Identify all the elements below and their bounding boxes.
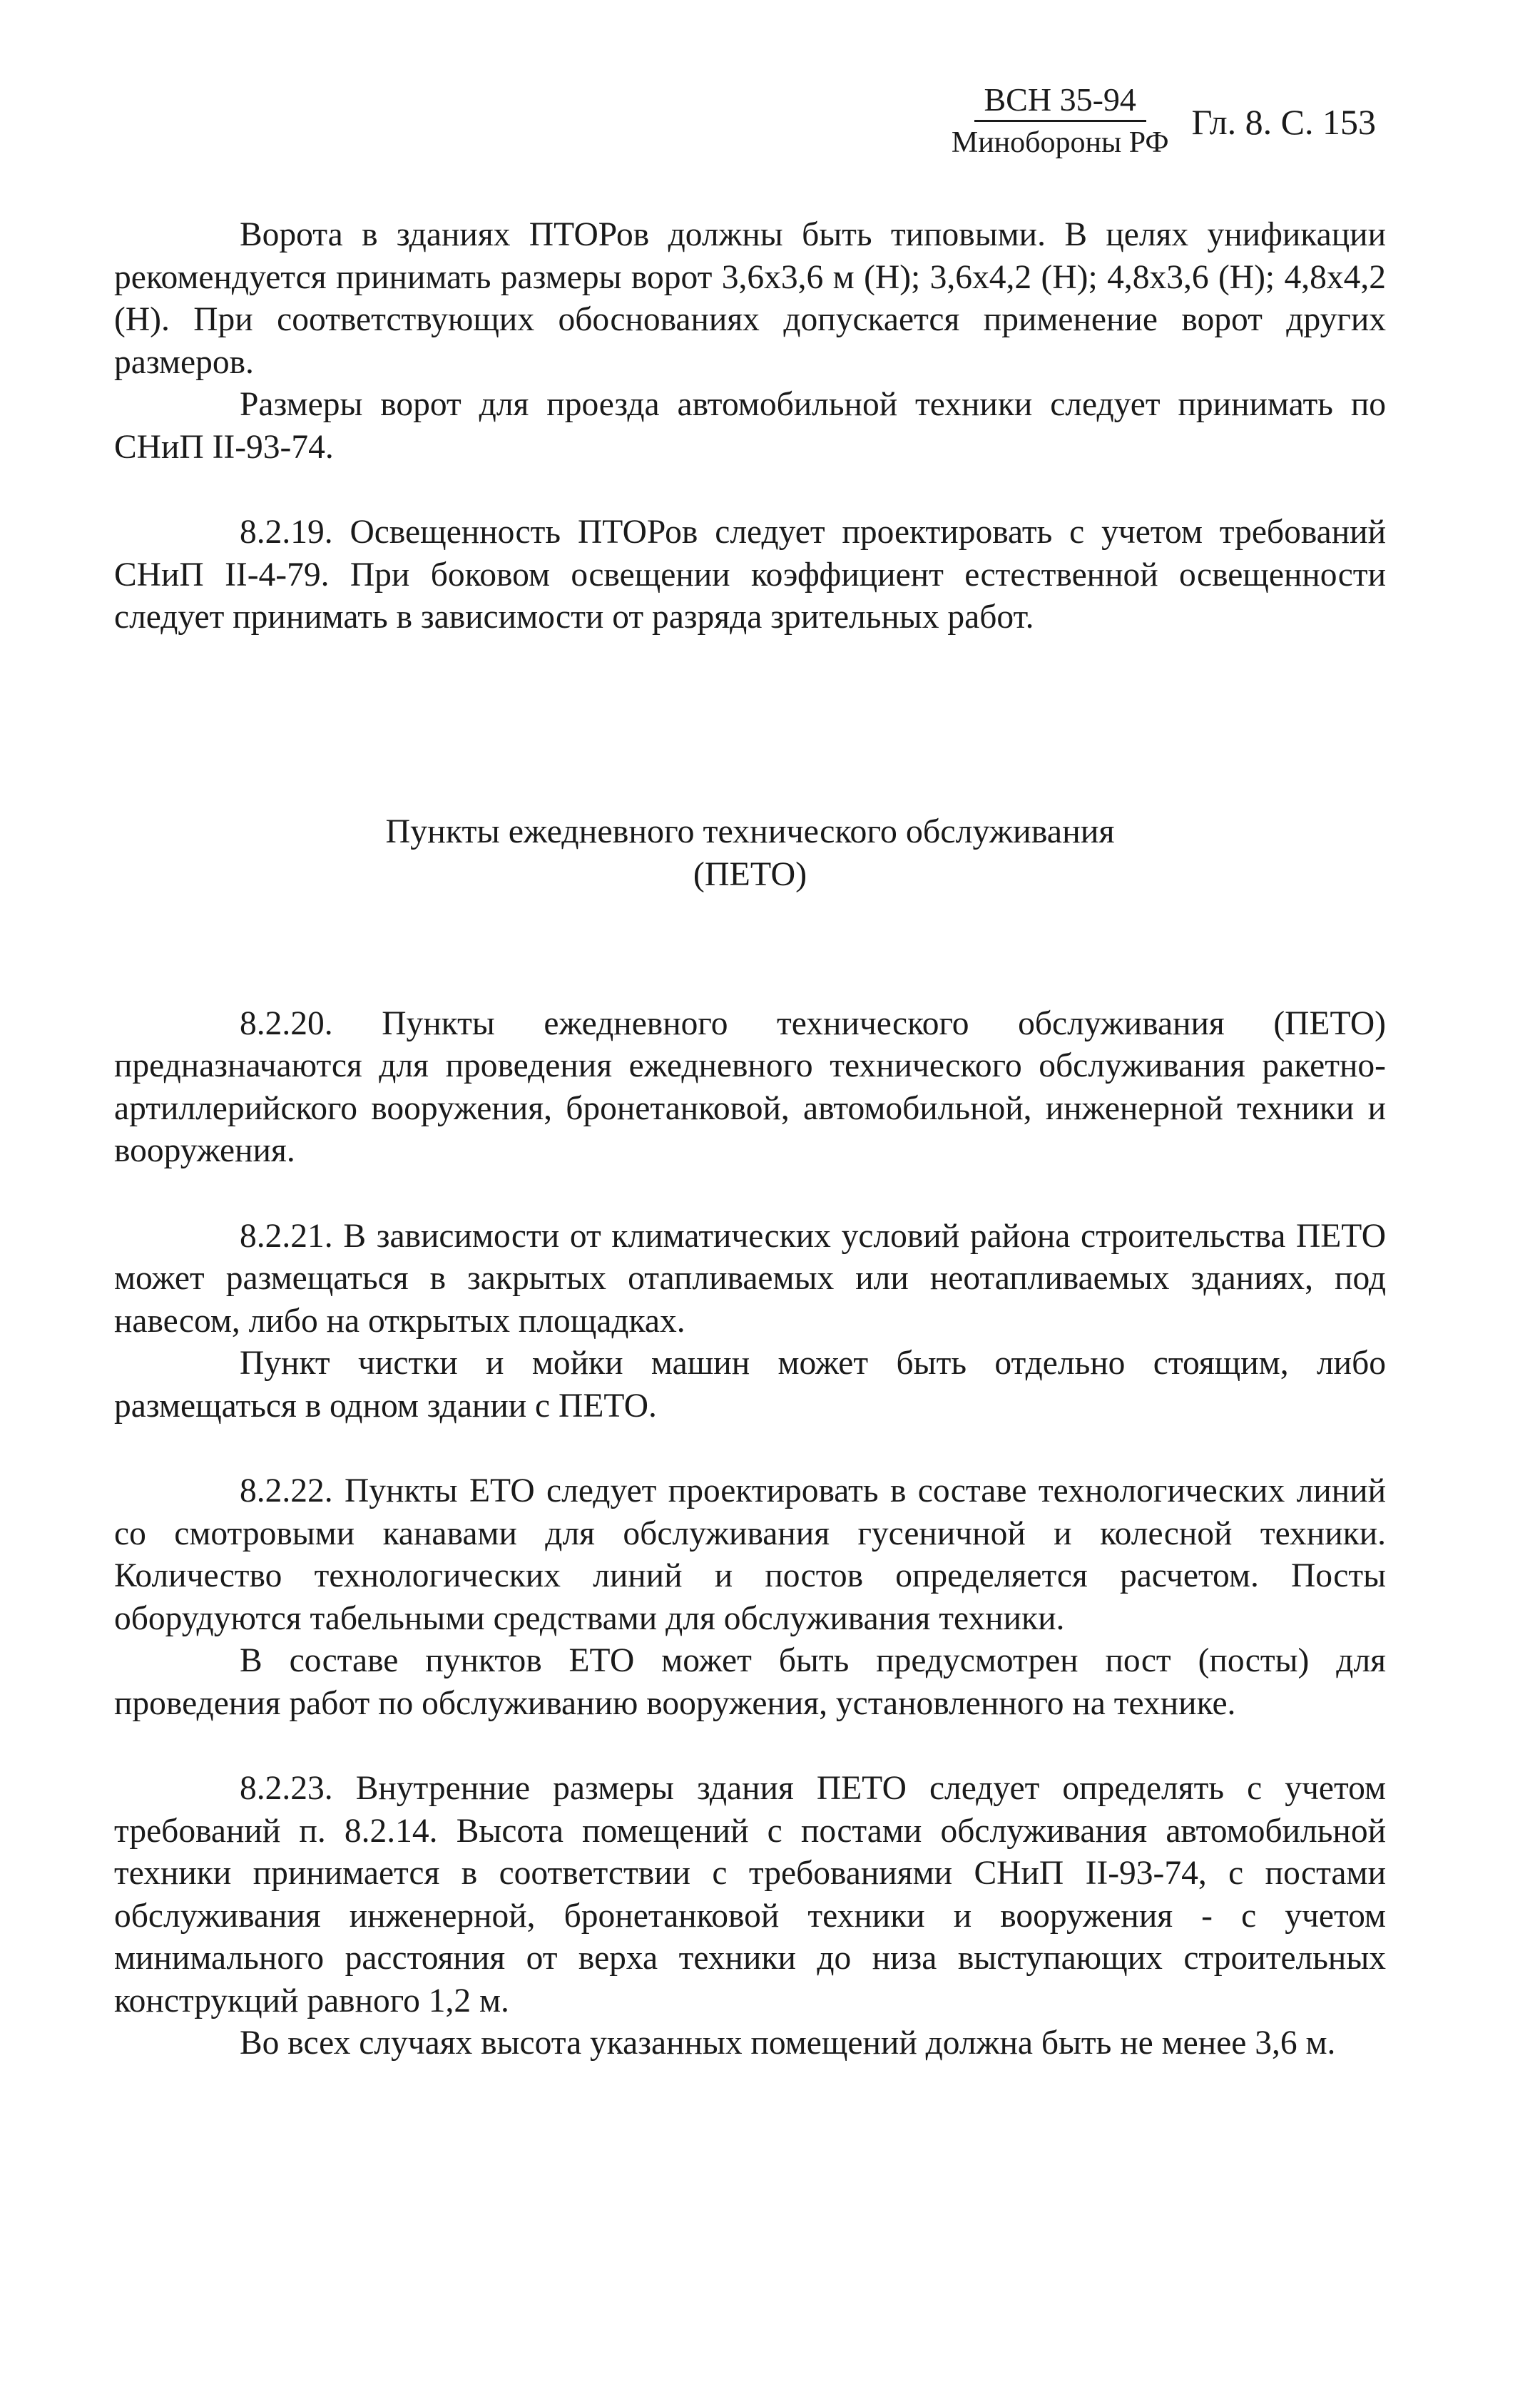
header-code-block bbox=[949, 80, 1172, 163]
page-reference: Гл. 8. С. 153 bbox=[1191, 101, 1376, 142]
paragraph-eto-posts: В составе пунктов ЕТО может быть предусмотрен пост (посты) для проведения работ по обслуживанию вооружения, установленного на технике. bbox=[114, 1642, 1386, 1722]
paragraph-gates-sizes: Ворота в зданиях ПТОРов должны быть типовыми. В целях унификации рекомендуется принимать размеры ворот 3,6х3,6 м (Н); 3,6х4,2 (Н); 4,8х3,6 (Н); 4,8х4,2 (Н). При соответствующих обоснованиях допускается применение ворот других размеров. bbox=[114, 216, 1386, 381]
paragraph-8-2-19: 8.2.19. Освещенность ПТОРов следует проектировать с учетом требований СНиП II-4-79. При боковом освещении коэффициент естественной освещенности следует принимать в зависимости от разряда зрительных работ. bbox=[114, 514, 1386, 636]
paragraph-8-2-23: 8.2.23. Внутренние размеры здания ПЕТО следует определять с учетом требований п. 8.2.14. Высота помещений с постами обслуживания автомобильной техники принимается в соответствии с требованиями СНиП II-93-74, с постами обслуживания инженерной, бронетанковой техники и вооружения - с учетом минимального расстояния от верха техники до низа выступающих строительных конструкций равного 1,2 м. bbox=[114, 1770, 1386, 2019]
document-body bbox=[114, 214, 1386, 2065]
paragraph-8-2-20: 8.2.20. Пункты ежедневного технического обслуживания (ПЕТО) предназначаются для проведения ежедневного технического обслуживания ракетно-артиллерийского вооружения, бронетанковой, автомобильной, инженерной техники и вооружения. bbox=[114, 1004, 1386, 1169]
page-header bbox=[949, 80, 1376, 163]
paragraph-8-2-22: 8.2.22. Пункты ЕТО следует проектировать в составе технологических линий со смотровыми канавами для обслуживания гусеничной и колесной техники. Количество технологических линий и постов определяется расчетом. Посты оборудуются табельными средствами для обслуживания техники. bbox=[114, 1472, 1386, 1637]
section-title: Пункты ежедневного технического обслуживания bbox=[385, 812, 1115, 850]
paragraph-min-height: Во всех случаях высота указанных помещений должна быть не менее 3,6 м. bbox=[240, 2024, 1336, 2062]
paragraph-cleaning-point: Пункт чистки и мойки машин может быть отдельно стоящим, либо размещаться в одном здании с ПЕТО. bbox=[114, 1345, 1386, 1425]
section-title-abbrev: (ПЕТО) bbox=[693, 855, 807, 893]
paragraph-8-2-21: 8.2.21. В зависимости от климатических условий района строительства ПЕТО может размещаться в закрытых отапливаемых или неотапливаемых зданиях, под навесом, либо на открытых площадках. bbox=[114, 1217, 1386, 1340]
issuing-organization: Минобороны РФ bbox=[951, 126, 1169, 159]
document-code: ВСН 35-94 bbox=[974, 80, 1146, 122]
paragraph-gates-vehicles: Размеры ворот для проезда автомобильной техники следует принимать по СНиП II-93-74. bbox=[114, 386, 1386, 466]
